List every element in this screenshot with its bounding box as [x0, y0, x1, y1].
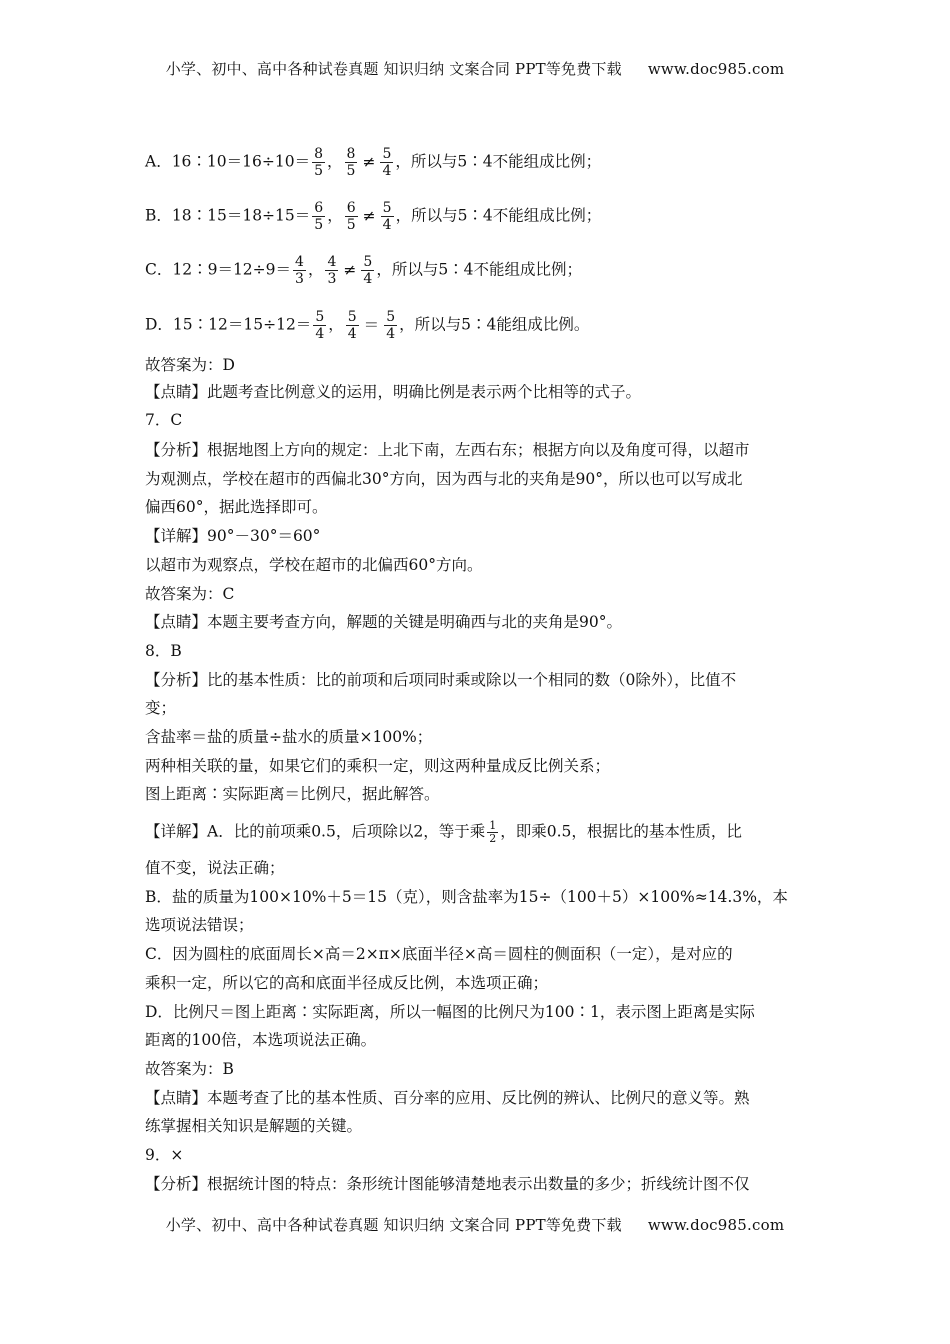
option-c-line: C．12∶9＝12÷9＝ $\frac{4}{3}$ ， $\frac{4}{3}$ ≠ $\frac{5}{4}$ ，所以与5∶4不能组成比例； [145, 254, 583, 287]
option-a-line: A．16∶10＝16÷10＝ $\frac{8}{5}$ ， $\frac{8}{5}$ ≠ $\frac{5}{4}$ ，所以与5∶4不能组成比例； [145, 146, 602, 179]
fraction: $\frac{5}{4}$ [363, 254, 373, 287]
text-line: 含盐率＝盐的质量÷盐水的质量×100%； [145, 728, 433, 746]
header-site: www.doc985.com [647, 60, 785, 78]
text-line: 两种相关联的量，如果它们的乘积一定，则这两种量成反比例关系； [145, 757, 611, 775]
text-line: 【详解】90°－30°＝60° [145, 527, 321, 545]
text-line: 为观测点，学校在超市的西偏北30°方向，因为西与北的夹角是90°，所以也可以写成北 [145, 470, 743, 488]
text-line: 以超市为观察点，学校在超市的北偏西60°方向。 [145, 556, 483, 574]
fraction: $\frac{5}{4}$ [386, 309, 396, 342]
question-number: 7．C [145, 411, 183, 429]
text-line: 图上距离∶实际距离＝比例尺，据此解答。 [145, 785, 440, 803]
header-text: 小学、初中、高中各种试卷真题 知识归纳 文案合同 PPT等免费下载 [165, 60, 622, 78]
text-line: 值不变，说法正确； [145, 859, 285, 877]
fraction: $\frac{5}{4}$ [315, 309, 325, 342]
text-line: 变； [145, 699, 177, 717]
page-footer [0, 1214, 950, 1235]
text-line: 【点睛】本题考查了比的基本性质、百分率的应用、反比例的辨认、比例尺的意义等。熟 [145, 1089, 750, 1107]
fraction: $\frac{5}{4}$ [382, 200, 392, 233]
fraction: $\frac{8}{5}$ [346, 146, 356, 179]
option-a-text: A．16∶10＝16÷10＝ [145, 152, 311, 171]
text-line: 练掌握相关知识是解题的关键。 [145, 1117, 363, 1135]
text-line: 【点睛】本题主要考查方向，解题的关键是明确西与北的夹角是90°。 [145, 613, 622, 631]
text-line: 【点睛】此题考查比例意义的运用，明确比例是表示两个比相等的式子。 [145, 383, 642, 401]
fraction: $\frac{5}{4}$ [347, 309, 357, 342]
text-line: C．因为圆柱的底面周长×高＝2×π×底面半径×高＝圆柱的侧面积（一定），是对应的 [145, 945, 733, 963]
text-line: 故答案为：C [145, 585, 235, 603]
option-d-text: D．15∶12＝15÷12＝ [145, 315, 312, 334]
fraction: $\frac{6}{5}$ [346, 200, 356, 233]
fraction: $\frac{4}{3}$ [327, 254, 337, 287]
fraction: $\frac{8}{5}$ [314, 146, 323, 179]
fraction: $\frac{1}{2}$ [489, 819, 497, 845]
text-line: 故答案为：B [145, 1060, 234, 1078]
question-number: 9．× [145, 1146, 184, 1164]
fraction: $\frac{6}{5}$ [314, 200, 324, 233]
option-d-line: D．15∶12＝15÷12＝ $\frac{5}{4}$ ， $\frac{5}{4}$ ＝ $\frac{5}{4}$ ，所以与5∶4能组成比例。 [145, 309, 590, 342]
fraction: $\frac{5}{4}$ [382, 146, 392, 179]
text-line: B．盐的质量为100×10%＋5＝15（克），则含盐率为15÷（100＋5）×100%≈14.3%，本 [145, 888, 788, 906]
text-line: 故答案为：D [145, 356, 235, 374]
option-b-line: B．18∶15＝18÷15＝ $\frac{6}{5}$ ， $\frac{6}{5}$ ≠ $\frac{5}{4}$ ，所以与5∶4不能组成比例； [145, 200, 602, 233]
fraction: $\frac{4}{3}$ [295, 254, 304, 287]
question-number: 8．B [145, 642, 182, 660]
page-header [0, 58, 950, 79]
text-line: 选项说法错误； [145, 916, 254, 934]
text-line: 乘积一定，所以它的高和底面半径成反比例，本选项正确； [145, 974, 549, 992]
text-line: 距离的100倍，本选项说法正确。 [145, 1031, 377, 1049]
text-line: 【分析】比的基本性质：比的前项和后项同时乘或除以一个相同的数（0除外），比值不 [145, 671, 737, 689]
footer-text: 小学、初中、高中各种试卷真题 知识归纳 文案合同 PPT等免费下载 [165, 1216, 622, 1234]
option-b-text: B．18∶15＝18÷15＝ [145, 206, 311, 225]
footer-site: www.doc985.com [647, 1216, 785, 1234]
text-line-fraction: 【详解】A．比的前项乘0.5，后项除以2，等于乘 $\frac{1}{2}$ ，即乘0.5，根据比的基本性质，比 [145, 819, 742, 845]
text-line: 偏西60°，据此选择即可。 [145, 498, 328, 516]
text-line: 【分析】根据统计图的特点：条形统计图能够清楚地表示出数量的多少；折线统计图不仅 [145, 1175, 750, 1193]
text-line: D．比例尺＝图上距离∶实际距离，所以一幅图的比例尺为100∶1，表示图上距离是实际 [145, 1003, 755, 1021]
text-line: 【分析】根据地图上方向的规定：上北下南，左西右东；根据方向以及角度可得，以超市 [145, 441, 750, 459]
option-c-text: C．12∶9＝12÷9＝ [145, 260, 292, 279]
